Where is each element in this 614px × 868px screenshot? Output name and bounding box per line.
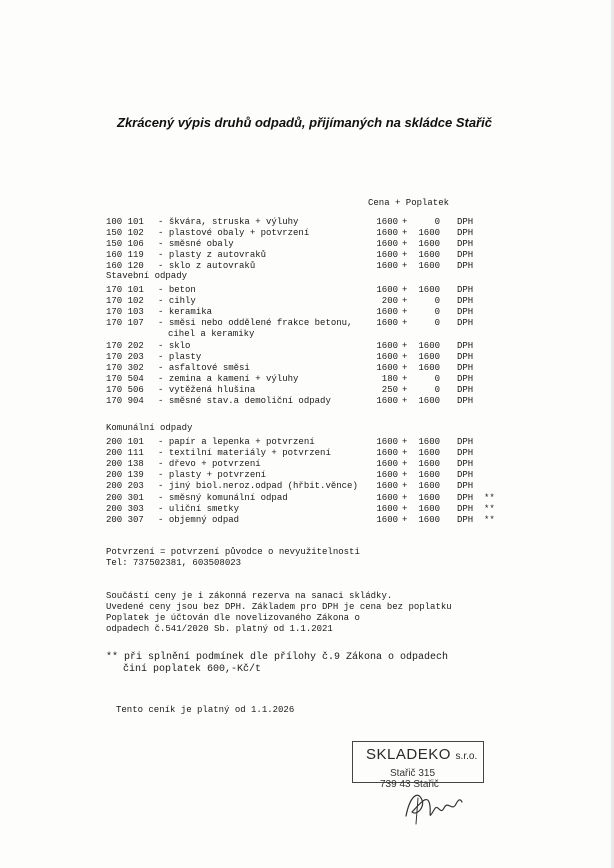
waste-code: 170 103 [106, 307, 144, 317]
handwritten-signature [398, 786, 468, 828]
fee-value: 0 [434, 307, 440, 317]
plus-sign: + [402, 307, 408, 317]
waste-name: - plastové obaly + potvrzení [158, 228, 310, 238]
table-row [106, 396, 496, 407]
waste-name: - uliční smetky [158, 504, 240, 514]
note-asterisk-line-1: ** při splnění podmínek dle přílohy č.9 Zákona o odpadech [106, 652, 449, 663]
plus-sign: + [402, 285, 408, 295]
tax-label: DPH [457, 228, 474, 238]
waste-name: - plasty [158, 352, 202, 362]
tax-label: DPH [457, 515, 474, 525]
tax-label: DPH [457, 470, 474, 480]
price-value: 1600 [376, 250, 398, 260]
waste-name-text: papír a lepenka + potvrzení [168, 437, 315, 447]
waste-name: - textilní materiály + potvrzení [158, 448, 331, 458]
waste-name-text: dřevo + potvrzení [168, 459, 261, 469]
fee-value: 1600 [418, 341, 440, 351]
plus-sign: + [402, 459, 408, 469]
waste-name-text: keramika [168, 307, 213, 317]
note-vat-line-3: odpadech č.541/2020 Sb. platný od 1.1.2021 [106, 624, 333, 634]
price-value: 180 [381, 374, 398, 384]
waste-name: - papír a lepenka + potvrzení [158, 437, 315, 447]
table-row [106, 385, 496, 396]
price-value: 1600 [376, 515, 398, 525]
fee-value: 1600 [418, 285, 440, 295]
plus-sign: + [402, 250, 408, 260]
price-value: 1600 [376, 459, 398, 469]
table-row [106, 374, 496, 385]
section-heading: Komunální odpady [106, 423, 193, 433]
waste-code: 200 101 [106, 437, 144, 447]
fee-value: 1600 [418, 504, 440, 514]
plus-sign: + [402, 296, 408, 306]
waste-name-text: sklo z autovraků [168, 261, 256, 271]
waste-code: 170 506 [106, 385, 144, 395]
tax-label: DPH [457, 448, 474, 458]
tax-label: DPH [457, 459, 474, 469]
waste-name-continued: cihel a keramiky [168, 329, 255, 339]
waste-name: - beton [158, 285, 196, 295]
waste-name-text: beton [168, 285, 196, 295]
waste-name-text: uliční smetky [168, 504, 240, 514]
waste-code: 200 307 [106, 515, 144, 525]
table-row [106, 448, 496, 459]
waste-code: 200 303 [106, 504, 144, 514]
waste-name: - jiný biol.neroz.odpad (hřbit.věnce) [158, 481, 358, 491]
tax-label: DPH [457, 437, 474, 447]
waste-code: 170 203 [106, 352, 144, 362]
price-value: 250 [381, 385, 398, 395]
waste-name: - vytěžená hlušina [158, 385, 256, 395]
waste-code: 170 101 [106, 285, 144, 295]
price-value: 1600 [376, 448, 398, 458]
waste-code: 170 302 [106, 363, 144, 373]
stamp-address-line-1: Stařič 315 [390, 768, 436, 779]
waste-name: - keramika [158, 307, 213, 317]
price-value: 1600 [376, 504, 398, 514]
waste-name: - plasty + potvrzení [158, 470, 267, 480]
tax-label: DPH [457, 341, 474, 351]
waste-code: 150 106 [106, 239, 144, 249]
fee-value: 1600 [418, 239, 440, 249]
waste-code: 200 139 [106, 470, 144, 480]
plus-sign: + [402, 385, 408, 395]
price-value: 1600 [376, 481, 398, 491]
waste-name: - škvára, struska + výluhy [158, 217, 299, 227]
price-value: 1600 [376, 307, 398, 317]
waste-name: - asfaltové směsi [158, 363, 250, 373]
table-row [106, 352, 496, 363]
fee-value: 1600 [418, 437, 440, 447]
plus-sign: + [402, 363, 408, 373]
fee-value: 1600 [418, 481, 440, 491]
tax-label: DPH [457, 239, 474, 249]
waste-name: - sklo z autovraků [158, 261, 256, 271]
section-heading: Stavební odpady [106, 271, 188, 281]
price-value: 1600 [376, 217, 398, 227]
waste-name-text: textilní materiály + potvrzení [168, 448, 331, 458]
fee-value: 1600 [418, 352, 440, 362]
note-asterisk-line-2: činí poplatek 600,-Kč/t [123, 664, 262, 675]
note-vat-line-2: Poplatek je účtován dle novelizovaného Zákona o [106, 613, 360, 623]
validity-note: Tento ceník je platný od 1.1.2026 [116, 705, 295, 715]
fee-value: 1600 [418, 250, 440, 260]
table-row [106, 459, 496, 470]
stamp-company-name: SKLADEKO s.r.o. [366, 746, 478, 763]
table-row [106, 504, 496, 515]
note-telephone: Tel: 737502381, 603508023 [106, 558, 242, 568]
tax-label: DPH [457, 261, 474, 271]
fee-value: 1600 [418, 448, 440, 458]
waste-name-text: škvára, struska + výluhy [168, 217, 299, 227]
waste-name-text: plasty z autovraků [168, 250, 267, 260]
fee-value: 1600 [418, 228, 440, 238]
plus-sign: + [402, 352, 408, 362]
waste-name-text: objemný odpad [168, 515, 240, 525]
waste-code: 160 120 [106, 261, 144, 271]
waste-code: 150 102 [106, 228, 144, 238]
table-row [106, 296, 496, 307]
waste-name-text: směsný komunální odpad [168, 493, 288, 503]
column-header: Cena + Poplatek [368, 198, 450, 208]
waste-name-text: plastové obaly + potvrzení [168, 228, 310, 238]
table-row [106, 515, 496, 526]
fee-value: 1600 [418, 515, 440, 525]
table-row [106, 470, 496, 481]
price-value: 1600 [376, 318, 398, 328]
plus-sign: + [402, 493, 408, 503]
price-value: 200 [381, 296, 398, 306]
tax-label: DPH [457, 250, 474, 260]
plus-sign: + [402, 228, 408, 238]
document-title: Zkrácený výpis druhů odpadů, přijímaných na skládce Stařič [117, 115, 492, 130]
plus-sign: + [402, 515, 408, 525]
tax-label: DPH [457, 481, 474, 491]
waste-name-text: cihly [168, 296, 196, 306]
table-row [106, 493, 496, 504]
plus-sign: + [402, 217, 408, 227]
table-row [106, 318, 496, 339]
waste-code: 160 119 [106, 250, 144, 260]
plus-sign: + [402, 448, 408, 458]
plus-sign: + [402, 239, 408, 249]
waste-name: - objemný odpad [158, 515, 240, 525]
tax-label: DPH [457, 385, 474, 395]
fee-value: 1600 [418, 261, 440, 271]
table-row [106, 481, 496, 492]
fee-value: 0 [434, 385, 440, 395]
price-value: 1600 [376, 239, 398, 249]
price-value: 1600 [376, 470, 398, 480]
plus-sign: + [402, 437, 408, 447]
plus-sign: + [402, 374, 408, 384]
tax-label: DPH [457, 318, 474, 328]
waste-code: 100 101 [106, 217, 144, 227]
asterisk-note: ** [484, 493, 495, 503]
price-value: 1600 [376, 285, 398, 295]
tax-label: DPH [457, 374, 474, 384]
table-row [106, 239, 496, 250]
waste-name: - plasty z autovraků [158, 250, 267, 260]
waste-code: 170 202 [106, 341, 144, 351]
table-row [106, 437, 496, 448]
waste-name: - směsné stav.a demoliční odpady [158, 396, 331, 406]
fee-value: 0 [434, 374, 440, 384]
stamp-address-line-2: 739 43 Stařič [380, 779, 439, 790]
plus-sign: + [402, 470, 408, 480]
table-row [106, 341, 496, 352]
fee-value: 0 [434, 318, 440, 328]
waste-name-text: směsné stav.a demoliční odpady [168, 396, 331, 406]
tax-label: DPH [457, 504, 474, 514]
waste-name: - zemina a kamení + výluhy [158, 374, 299, 384]
price-value: 1600 [376, 228, 398, 238]
plus-sign: + [402, 318, 408, 328]
waste-name: - sklo [158, 341, 191, 351]
tax-label: DPH [457, 217, 474, 227]
price-value: 1600 [376, 341, 398, 351]
plus-sign: + [402, 341, 408, 351]
waste-name: - směsný komunální odpad [158, 493, 288, 503]
plus-sign: + [402, 396, 408, 406]
waste-code: 200 203 [106, 481, 144, 491]
asterisk-note: ** [484, 515, 495, 525]
tax-label: DPH [457, 363, 474, 373]
price-value: 1600 [376, 363, 398, 373]
note-confirmation: Potvrzení = potvrzení původce o nevyužitelnosti [106, 547, 360, 557]
table-row [106, 285, 496, 296]
tax-label: DPH [457, 307, 474, 317]
waste-name-text: asfaltové směsi [168, 363, 250, 373]
price-value: 1600 [376, 352, 398, 362]
waste-name-text: směsi nebo oddělené frakce betonu, [168, 318, 353, 328]
waste-name-text: plasty + potvrzení [168, 470, 267, 480]
waste-code: 170 107 [106, 318, 144, 328]
tax-label: DPH [457, 396, 474, 406]
table-row [106, 307, 496, 318]
fee-value: 1600 [418, 396, 440, 406]
note-reserve: Součástí ceny je i zákonná rezerva na sanaci skládky. [106, 591, 393, 601]
price-value: 1600 [376, 437, 398, 447]
waste-name-text: vytěžená hlušina [168, 385, 256, 395]
plus-sign: + [402, 261, 408, 271]
waste-code: 170 904 [106, 396, 144, 406]
plus-sign: + [402, 481, 408, 491]
fee-value: 0 [434, 217, 440, 227]
fee-value: 0 [434, 296, 440, 306]
asterisk-note: ** [484, 504, 495, 514]
tax-label: DPH [457, 285, 474, 295]
fee-value: 1600 [418, 363, 440, 373]
waste-code: 200 301 [106, 493, 144, 503]
table-row [106, 228, 496, 239]
fee-value: 1600 [418, 493, 440, 503]
table-row [106, 363, 496, 374]
waste-name-text: plasty [168, 352, 202, 362]
waste-name-text: sklo [168, 341, 191, 351]
table-row [106, 250, 496, 261]
waste-name: - směsi nebo oddělené frakce betonu, [158, 318, 353, 328]
waste-name-text: zemina a kamení + výluhy [168, 374, 299, 384]
fee-value: 1600 [418, 470, 440, 480]
waste-name: - cihly [158, 296, 196, 306]
waste-code: 200 138 [106, 459, 144, 469]
waste-name: - směsné obaly [158, 239, 234, 249]
tax-label: DPH [457, 296, 474, 306]
waste-name: - dřevo + potvrzení [158, 459, 261, 469]
note-vat-line-1: Uvedené ceny jsou bez DPH. Základem pro DPH je cena bez poplatku [106, 602, 452, 612]
price-value: 1600 [376, 261, 398, 271]
tax-label: DPH [457, 352, 474, 362]
price-value: 1600 [376, 396, 398, 406]
table-row [106, 217, 496, 228]
waste-name-text: jiný biol.neroz.odpad (hřbit.věnce) [168, 481, 358, 491]
waste-name-text: směsné obaly [168, 239, 234, 249]
fee-value: 1600 [418, 459, 440, 469]
tax-label: DPH [457, 493, 474, 503]
price-value: 1600 [376, 493, 398, 503]
waste-code: 170 504 [106, 374, 144, 384]
plus-sign: + [402, 504, 408, 514]
waste-code: 170 102 [106, 296, 144, 306]
waste-code: 200 111 [106, 448, 144, 458]
